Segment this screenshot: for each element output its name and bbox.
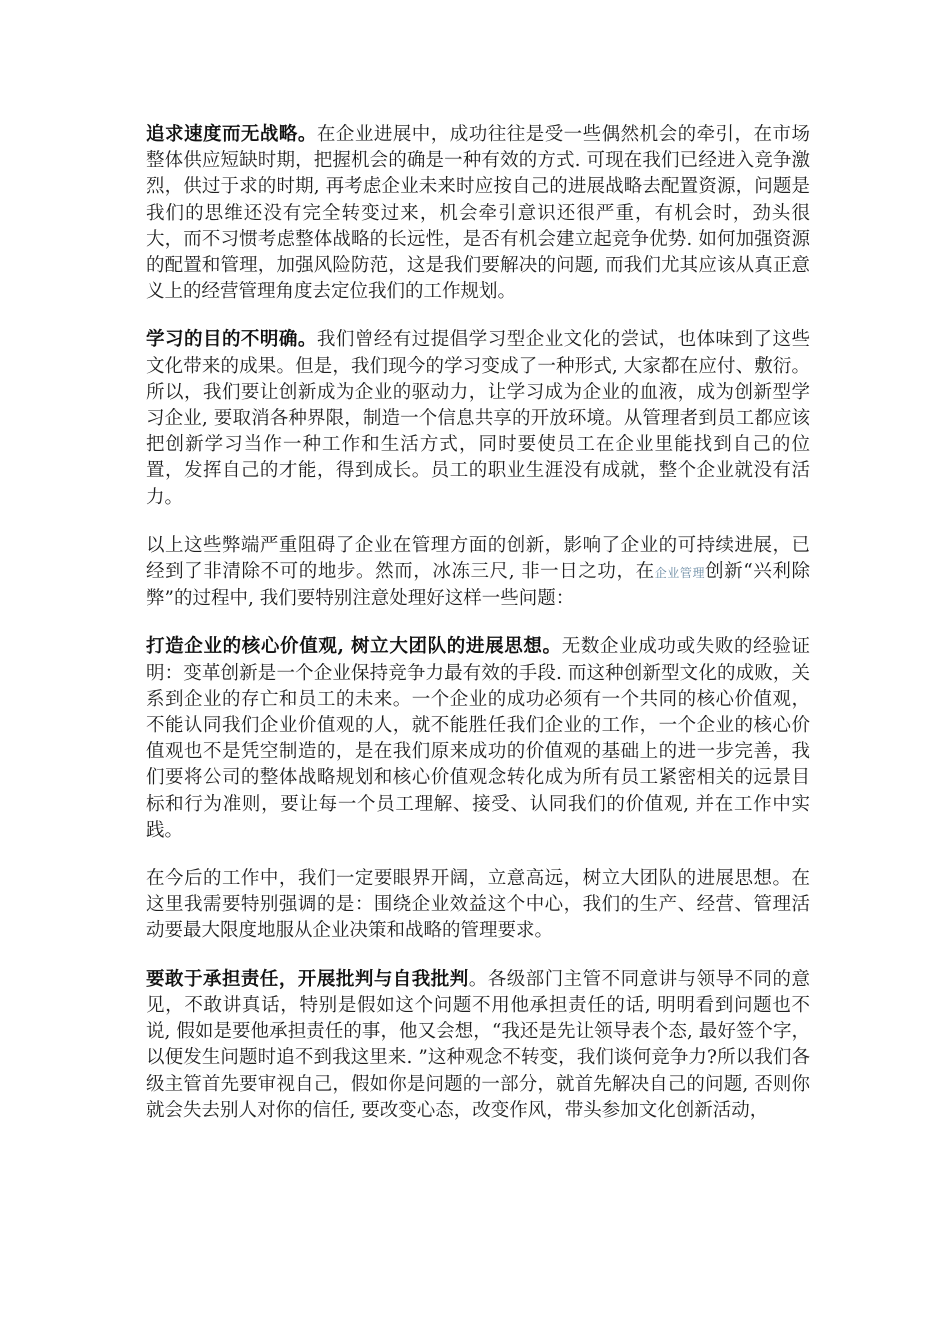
paragraph-text: 在今后的工作中，我们一定要眼界开阔，立意高远，树立大团队的进展思想。在这里我需要特别强调的是：围绕企业效益这个中心，我们的生产、经营、管理活动要最大限度地服从企业决策和战略的管理要求。 [146, 868, 810, 942]
paragraph-text: 无数企业成功或失败的经验证明：变革创新是一个企业保持竞争力最有效的手段. 而这种创新型文化的成败，关系到企业的存亡和员工的未来。一个企业的成功必须有一个共同的核心价值观，不能认同我们企业价值观的人，就不能胜任我们企业的工作，一个企业的核心价值观也不是凭空制造的，是在我们原来成功的价值观的基础上的进一步完善，我们要将公司的整体战略规划和核心价值观念转化成为所有员工紧密相关的远景目标和行为准则，要让每一个员工理解、接受、认同我们的价值观, 并在工作中实践。 [146, 636, 810, 841]
paragraph-text: 创新“兴利除弊”的过程中, 我们要特别注意处理好这样一些问题： [146, 561, 810, 610]
paragraph-text: 以上这些弊端严重阻碍了企业在管理方面的创新，影响了企业的可持续进展，已经到了非清除不可的地步。然而，冰冻三尺, 非一日之功，在 [146, 534, 810, 583]
enterprise-management-link[interactable]: 企业管理 [654, 566, 706, 581]
paragraph-responsibility [146, 967, 810, 1124]
paragraph-summary [146, 533, 810, 613]
paragraph-heading: 打造企业的核心价值观, 树立大团队的进展思想。 [146, 636, 562, 658]
paragraph-text: 在企业进展中，成功往往是受一些偶然机会的牵引，在市场整体供应短缺时期，把握机会的确是一种有效的方式. 可现在我们已经进入竞争激烈，供过于求的时期, 再考虑企业未来时应按自己的进展战略去配置资源，问题是我们的思维还没有完全转变过来，机会牵引意识还很严重，有机会时，劲头很大，而不习惯考虑整体战略的长远性，是否有机会建立起竞争优势. 如何加强资源的配置和管理，加强风险防范，这是我们要解决的问题, 而我们尤其应该从真正意义上的经营管理角度去定位我们的工作规划。 [146, 124, 810, 303]
paragraph-strategy [146, 122, 810, 305]
paragraph-heading: 要敢于承担责任，开展批判与自我批判 [146, 968, 469, 990]
document-body [146, 122, 810, 1146]
paragraph-heading: 学习的目的不明确。 [146, 329, 317, 351]
paragraph-text: 。各级部门主管不同意讲与领导不同的意见，不敢讲真话，特别是假如这个问题不用他承担责任的话, 明明看到问题也不说, 假如是要他承担责任的事，他又会想，“我还是先让领导表个态, 最好签个字，以便发生问题时追不到我这里来. ”这种观念不转变，我们谈何竞争力?所以我们各级主管首先要审视自己，假如你是问题的一部分，就首先解决自己的问题, 否则你就会失去别人对你的信任, 要改变心态，改变作风，带头参加文化创新活动， [146, 968, 810, 1121]
paragraph-text: 我们曾经有过提倡学习型企业文化的尝试，也体味到了这些文化带来的成果。但是，我们现今的学习变成了一种形式, 大家都在应付、敷衍。所以，我们要让创新成为企业的驱动力，让学习成为企业的血液，成为创新型学习企业, 要取消各种界限，制造一个信息共享的开放环境。从管理者到员工都应该把创新学习当作一种工作和生活方式，同时要使员工在企业里能找到自己的位置，发挥自己的才能，得到成长。员工的职业生涯没有成就，整个企业就没有活力。 [146, 329, 810, 508]
paragraph-core-values [146, 634, 810, 844]
paragraph-heading: 追求速度而无战略。 [146, 124, 317, 145]
paragraph-learning [146, 327, 810, 510]
paragraph-future-work [146, 866, 810, 945]
